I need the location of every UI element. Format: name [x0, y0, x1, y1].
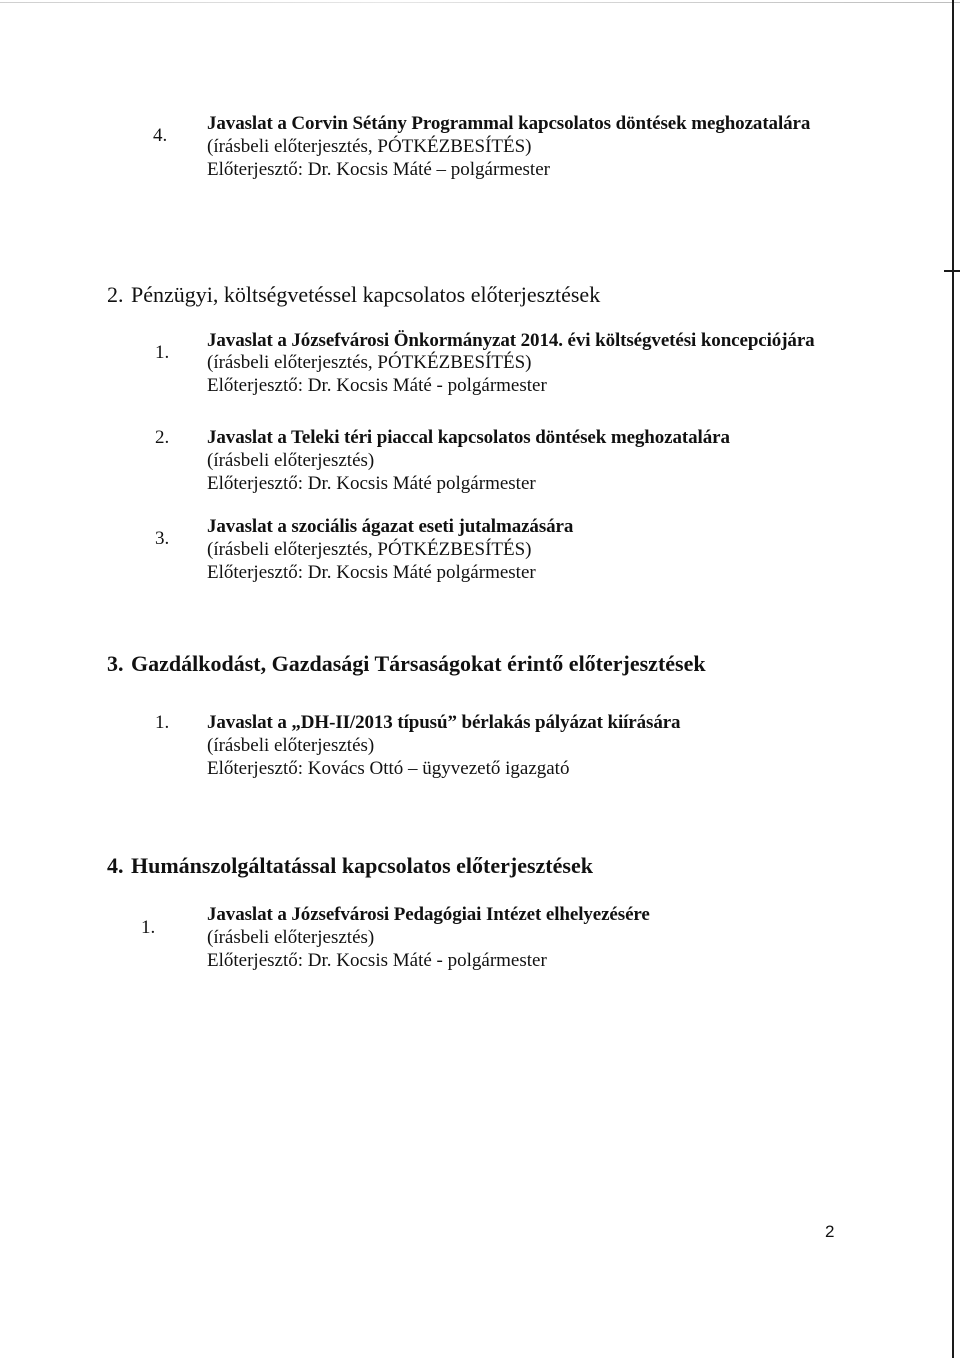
- item-type: (írásbeli előterjesztés, PÓTKÉZBESÍTÉS): [207, 539, 532, 560]
- page-right-edge: [952, 0, 954, 1358]
- page-number: 2: [825, 1222, 835, 1241]
- item-title: Javaslat a szociális ágazat eseti jutalmazására: [207, 516, 574, 537]
- item-type: (írásbeli előterjesztés, PÓTKÉZBESÍTÉS): [207, 136, 532, 157]
- item-title: Javaslat a Corvin Sétány Programmal kapcsolatos döntések meghozatalára: [207, 113, 811, 134]
- item-number: 1.: [155, 342, 170, 363]
- section-heading: Pénzügyi, költségvetéssel kapcsolatos előterjesztések: [131, 282, 601, 307]
- item-type: (írásbeli előterjesztés): [207, 735, 375, 756]
- item-type: (írásbeli előterjesztés, PÓTKÉZBESÍTÉS): [207, 352, 532, 373]
- item-presenter: Előterjesztő: Dr. Kocsis Máté - polgármester: [207, 950, 547, 971]
- item-number: 3.: [155, 528, 170, 549]
- section-heading: Humánszolgáltatással kapcsolatos előterjesztések: [131, 853, 593, 878]
- item-title: Javaslat a Józsefvárosi Önkormányzat 2014. évi költségvetési koncepciójára: [207, 330, 815, 351]
- item-type: (írásbeli előterjesztés): [207, 927, 375, 948]
- item-number: 1.: [141, 917, 156, 938]
- page-edge-mark: [944, 270, 960, 272]
- section-heading: Gazdálkodást, Gazdasági Társaságokat érintő előterjesztések: [131, 651, 706, 676]
- item-title: Javaslat a Teleki téri piaccal kapcsolatos döntések meghozatalára: [207, 427, 730, 448]
- item-number: 2.: [155, 427, 170, 448]
- item-presenter: Előterjesztő: Kovács Ottó – ügyvezető igazgató: [207, 758, 570, 779]
- item-presenter: Előterjesztő: Dr. Kocsis Máté polgármester: [207, 473, 536, 494]
- section-number: 3.: [107, 651, 124, 676]
- item-number: 4.: [153, 125, 168, 146]
- item-presenter: Előterjesztő: Dr. Kocsis Máté – polgármester: [207, 159, 550, 180]
- section-number: 2.: [107, 282, 124, 307]
- item-presenter: Előterjesztő: Dr. Kocsis Máté polgármester: [207, 562, 536, 583]
- item-number: 1.: [155, 712, 170, 733]
- item-title: Javaslat a Józsefvárosi Pedagógiai Intézet elhelyezésére: [207, 904, 650, 925]
- page-top-edge: [0, 2, 960, 3]
- section-number: 4.: [107, 853, 124, 878]
- item-type: (írásbeli előterjesztés): [207, 450, 375, 471]
- item-title: Javaslat a „DH-II/2013 típusú” bérlakás pályázat kiírására: [207, 712, 681, 733]
- item-presenter: Előterjesztő: Dr. Kocsis Máté - polgármester: [207, 375, 547, 396]
